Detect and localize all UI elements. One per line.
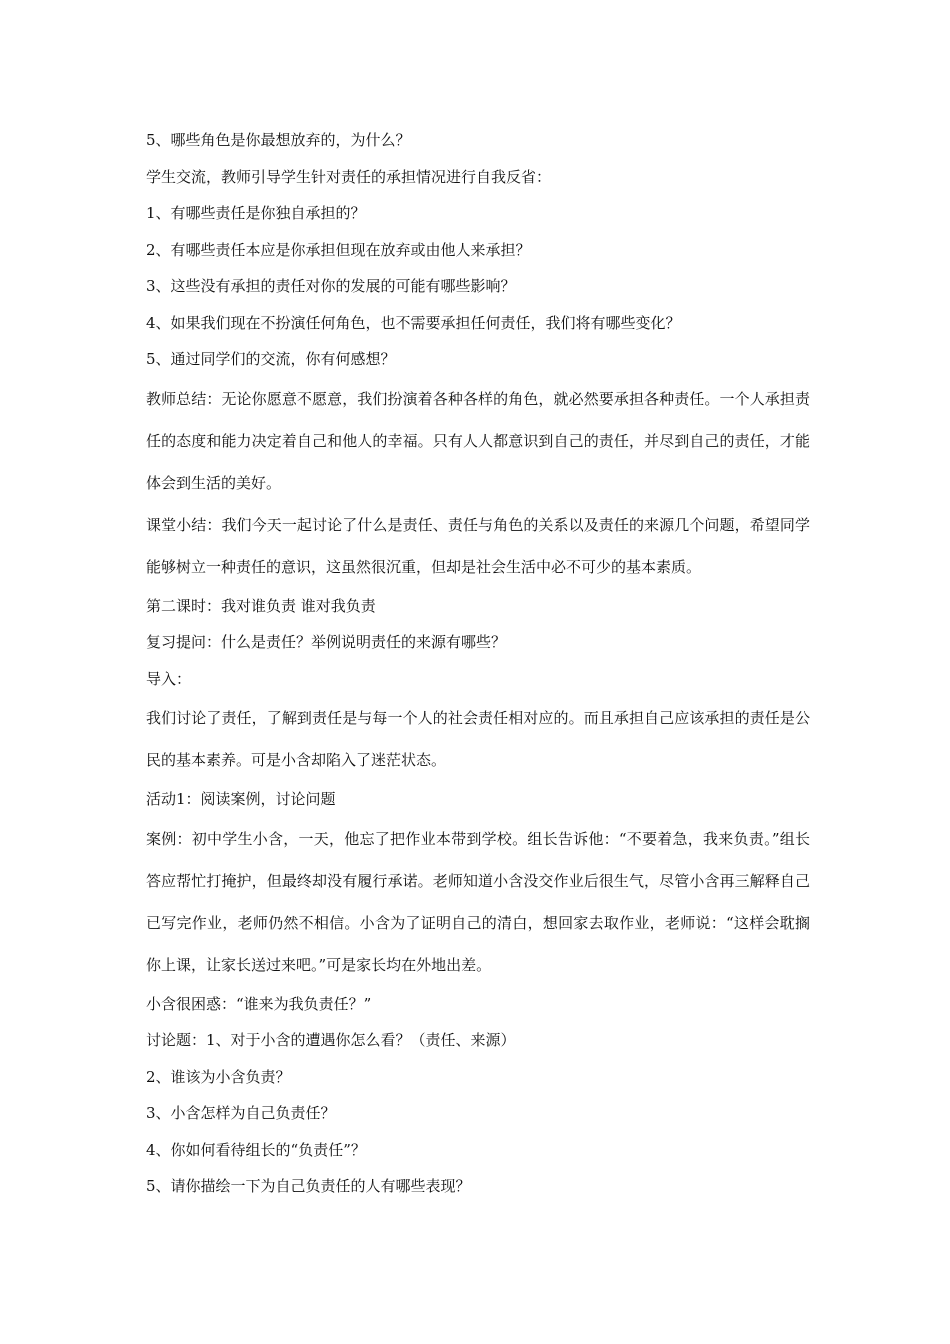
instruction-paragraph: 学生交流，教师引导学生针对责任的承担情况进行自我反省：: [146, 167, 552, 186]
document-body: [146, 122, 810, 1205]
intro-paragraph: 我们讨论了责任，了解到责任是与每一个人的社会责任相对应的。而且承担自己应该承担的责任是公民的基本素养。可是小含却陷入了迷茫状态。: [146, 709, 810, 769]
class-summary-paragraph: 课堂小结：我们今天一起讨论了什么是责任、责任与角色的关系以及责任的来源几个问题，希望同学能够树立一种责任的意识，这虽然很沉重，但却是社会生活中必不可少的基本素质。: [146, 515, 810, 576]
intro-heading: 导入：: [146, 669, 192, 688]
lesson-heading: 第二课时：我对谁负责 谁对我负责: [146, 596, 376, 615]
question-paragraph: 1、有哪些责任是你独自承担的？: [146, 204, 366, 222]
question-paragraph: 5、通过同学们的交流，你有何感想？: [146, 350, 396, 368]
question-paragraph: 2、有哪些责任本应是你承担但现在放弃或由他人来承担？: [146, 240, 531, 259]
question-paragraph: 3、这些没有承担的责任对你的发展的可能有哪些影响？: [146, 277, 516, 295]
review-paragraph: 复习提问：什么是责任？举例说明责任的来源有哪些？: [146, 633, 507, 651]
activity-heading: 活动1：阅读案例，讨论问题: [146, 790, 336, 808]
teacher-summary-paragraph: 教师总结：无论你愿意不愿意，我们扮演着各种各样的角色，就必然要承担各种责任。一个人承担责任的态度和能力决定着自己和他人的幸福。只有人人都意识到自己的责任，并尽到自己的责任，才能体会到生活的美好。: [146, 389, 810, 492]
question-paragraph: 5、哪些角色是你最想放弃的，为什么？: [146, 131, 411, 149]
discussion-question: 讨论题：1、对于小含的遭遇你怎么看？（责任、来源）: [146, 1031, 516, 1049]
discussion-question: 3、小含怎样为自己负责任？: [146, 1104, 336, 1122]
case-quote-paragraph: 小含很困惑：“谁来为我负责任？”: [146, 994, 372, 1013]
case-paragraph: 案例：初中学生小含，一天，他忘了把作业本带到学校。组长告诉他：“不要着急，我来负责。”组长答应帮忙打掩护，但最终却没有履行承诺。老师知道小含没交作业后很生气，尽管小含再三解释自己已写完作业，老师仍然不相信。小含为了证明自己的清白，想回家去取作业，老师说：“这样会耽搁你上课，让家长送过来吧。”可是家长均在外地出差。: [146, 829, 810, 974]
discussion-question: 2、谁该为小含负责？: [146, 1067, 291, 1086]
discussion-question: 5、请你描绘一下为自己负责任的人有哪些表现？: [146, 1177, 471, 1195]
question-paragraph: 4、如果我们现在不扮演任何角色，也不需要承担任何责任，我们将有哪些变化？: [146, 313, 681, 332]
discussion-question: 4、你如何看待组长的“负责任”？: [146, 1140, 366, 1159]
